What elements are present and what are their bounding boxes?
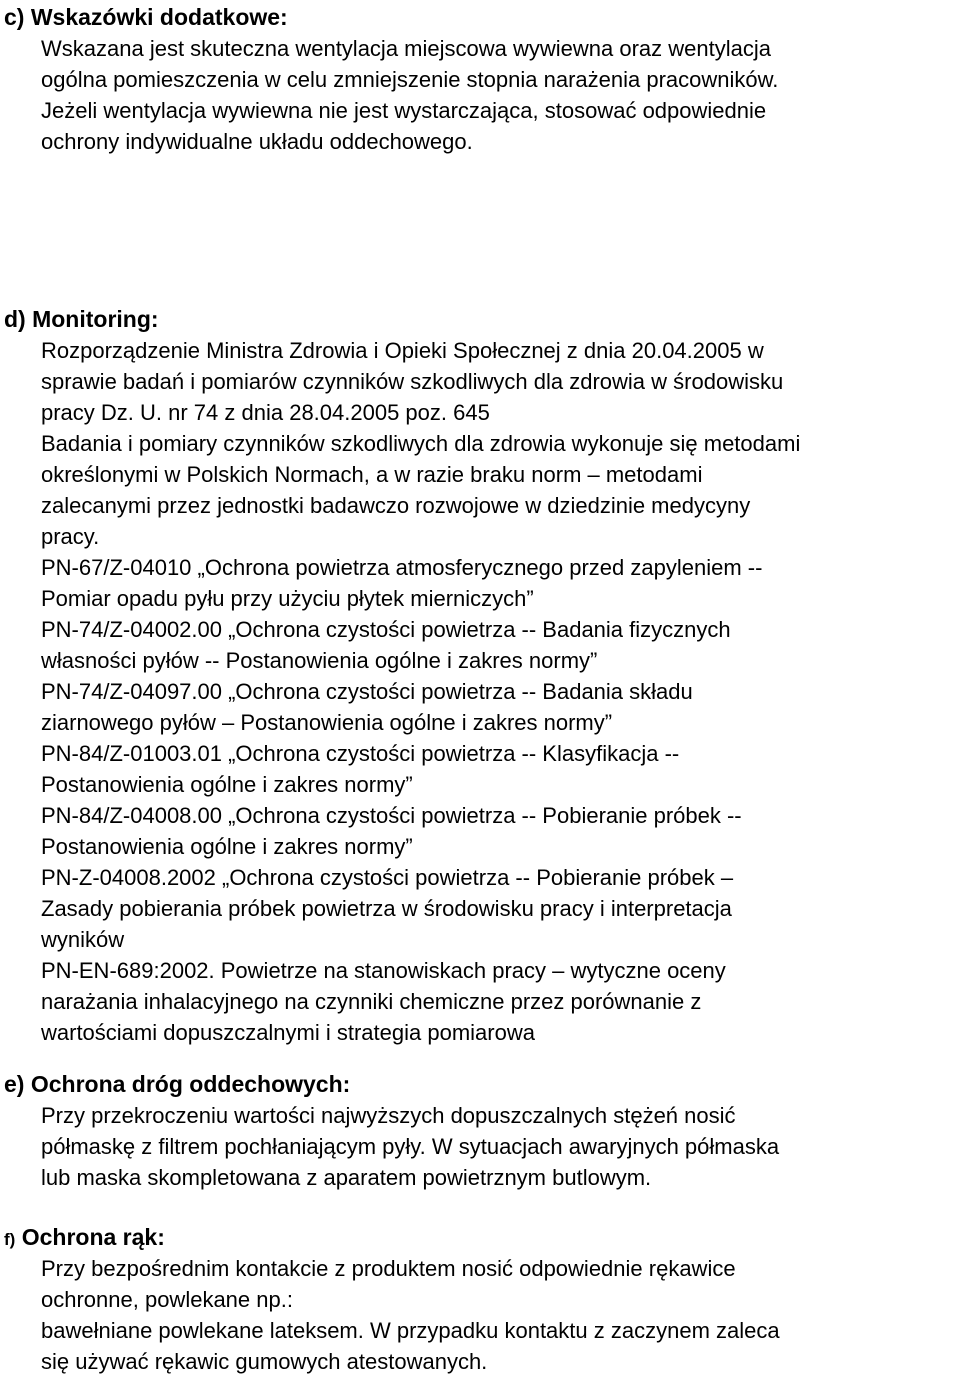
section-f-text: Przy bezpośrednim kontakcie z produktem nosić odpowiednie rękawice ochronne, powlekane np.: bawełniane powlekane lateksem. W przypadku kontaktu z zaczynem zaleca się używać rękawic gumowych atestowanych. [41, 1256, 780, 1374]
section-f-title: Ochrona rąk: [15, 1224, 165, 1250]
section-e-text: Przy przekroczeniu wartości najwyższych dopuszczalnych stężeń nosić półmaskę z filtrem pochłaniającym pyły. W sytuacjach awaryjnych półmaska lub maska skompletowana z aparatem powietrznym butlowym. [41, 1103, 780, 1190]
section-f-heading [4, 1222, 165, 1255]
section-c-text: Wskazana jest skuteczna wentylacja miejscowa wywiewna oraz wentylacja ogólna pomieszczenia w celu zmniejszenie stopnia narażenia pracowników. Jeżeli wentylacja wywiewna nie jest wystarczająca, stosować odpowiednie ochrony indywidualne układu oddechowego. [41, 36, 779, 154]
section-e-heading: e) Ochrona dróg oddechowych: [4, 1071, 351, 1097]
section-c-heading: c) Wskazówki dodatkowe: [4, 4, 288, 30]
section-f-letter: f) [4, 1230, 16, 1249]
section-d-heading: d) Monitoring: [4, 306, 159, 332]
section-d-text: Rozporządzenie Ministra Zdrowia i Opieki Społecznej z dnia 20.04.2005 w sprawie badań i pomiarów czynników szkodliwych dla zdrowia w środowisku pracy Dz. U. nr 74 z dnia 28.04.2005 poz. 645 Badania i pomiary czynników szkodliwych dla zdrowia wykonuje się metodami określonymi w Polskich Normach, a w razie braku norm – metodami zalecanymi przez jednostki badawczo rozwojowe w dziedzinie medycyny pracy. PN-67/Z-04010 „Ochrona powietrza atmosferycznego przed zapyleniem -- Pomiar opadu pyłu przy użyciu płytek mierniczych” PN-74/Z-04002.00 „Ochrona czystości powietrza -- Badania fizycznych własności pyłów -- Postanowienia ogólne i zakres normy” PN-74/Z-04097.00 „Ochrona czystości powietrza -- Badania składu ziarnowego pyłów – Postanowienia ogólne i zakres normy” PN-84/Z-01003.01 „Ochrona czystości powietrza -- Klasyfikacja -- Postanowienia ogólne i zakres normy” PN-84/Z-04008.00 „Ochrona czystości powietrza -- Pobieranie próbek -- Postanowienia ogólne i zakres normy” PN-Z-04008.2002 „Ochrona czystości powietrza -- Pobieranie próbek – Zasady pobierania próbek powietrza w środowisku pracy i interpretacja wyników PN-EN-689:2002. Powietrze na stanowiskach pracy – wytyczne oceny narażania inhalacyjnego na czynniki chemiczne przez porównanie z wartościami dopuszczalnymi i strategia pomiarowa [41, 338, 801, 1045]
